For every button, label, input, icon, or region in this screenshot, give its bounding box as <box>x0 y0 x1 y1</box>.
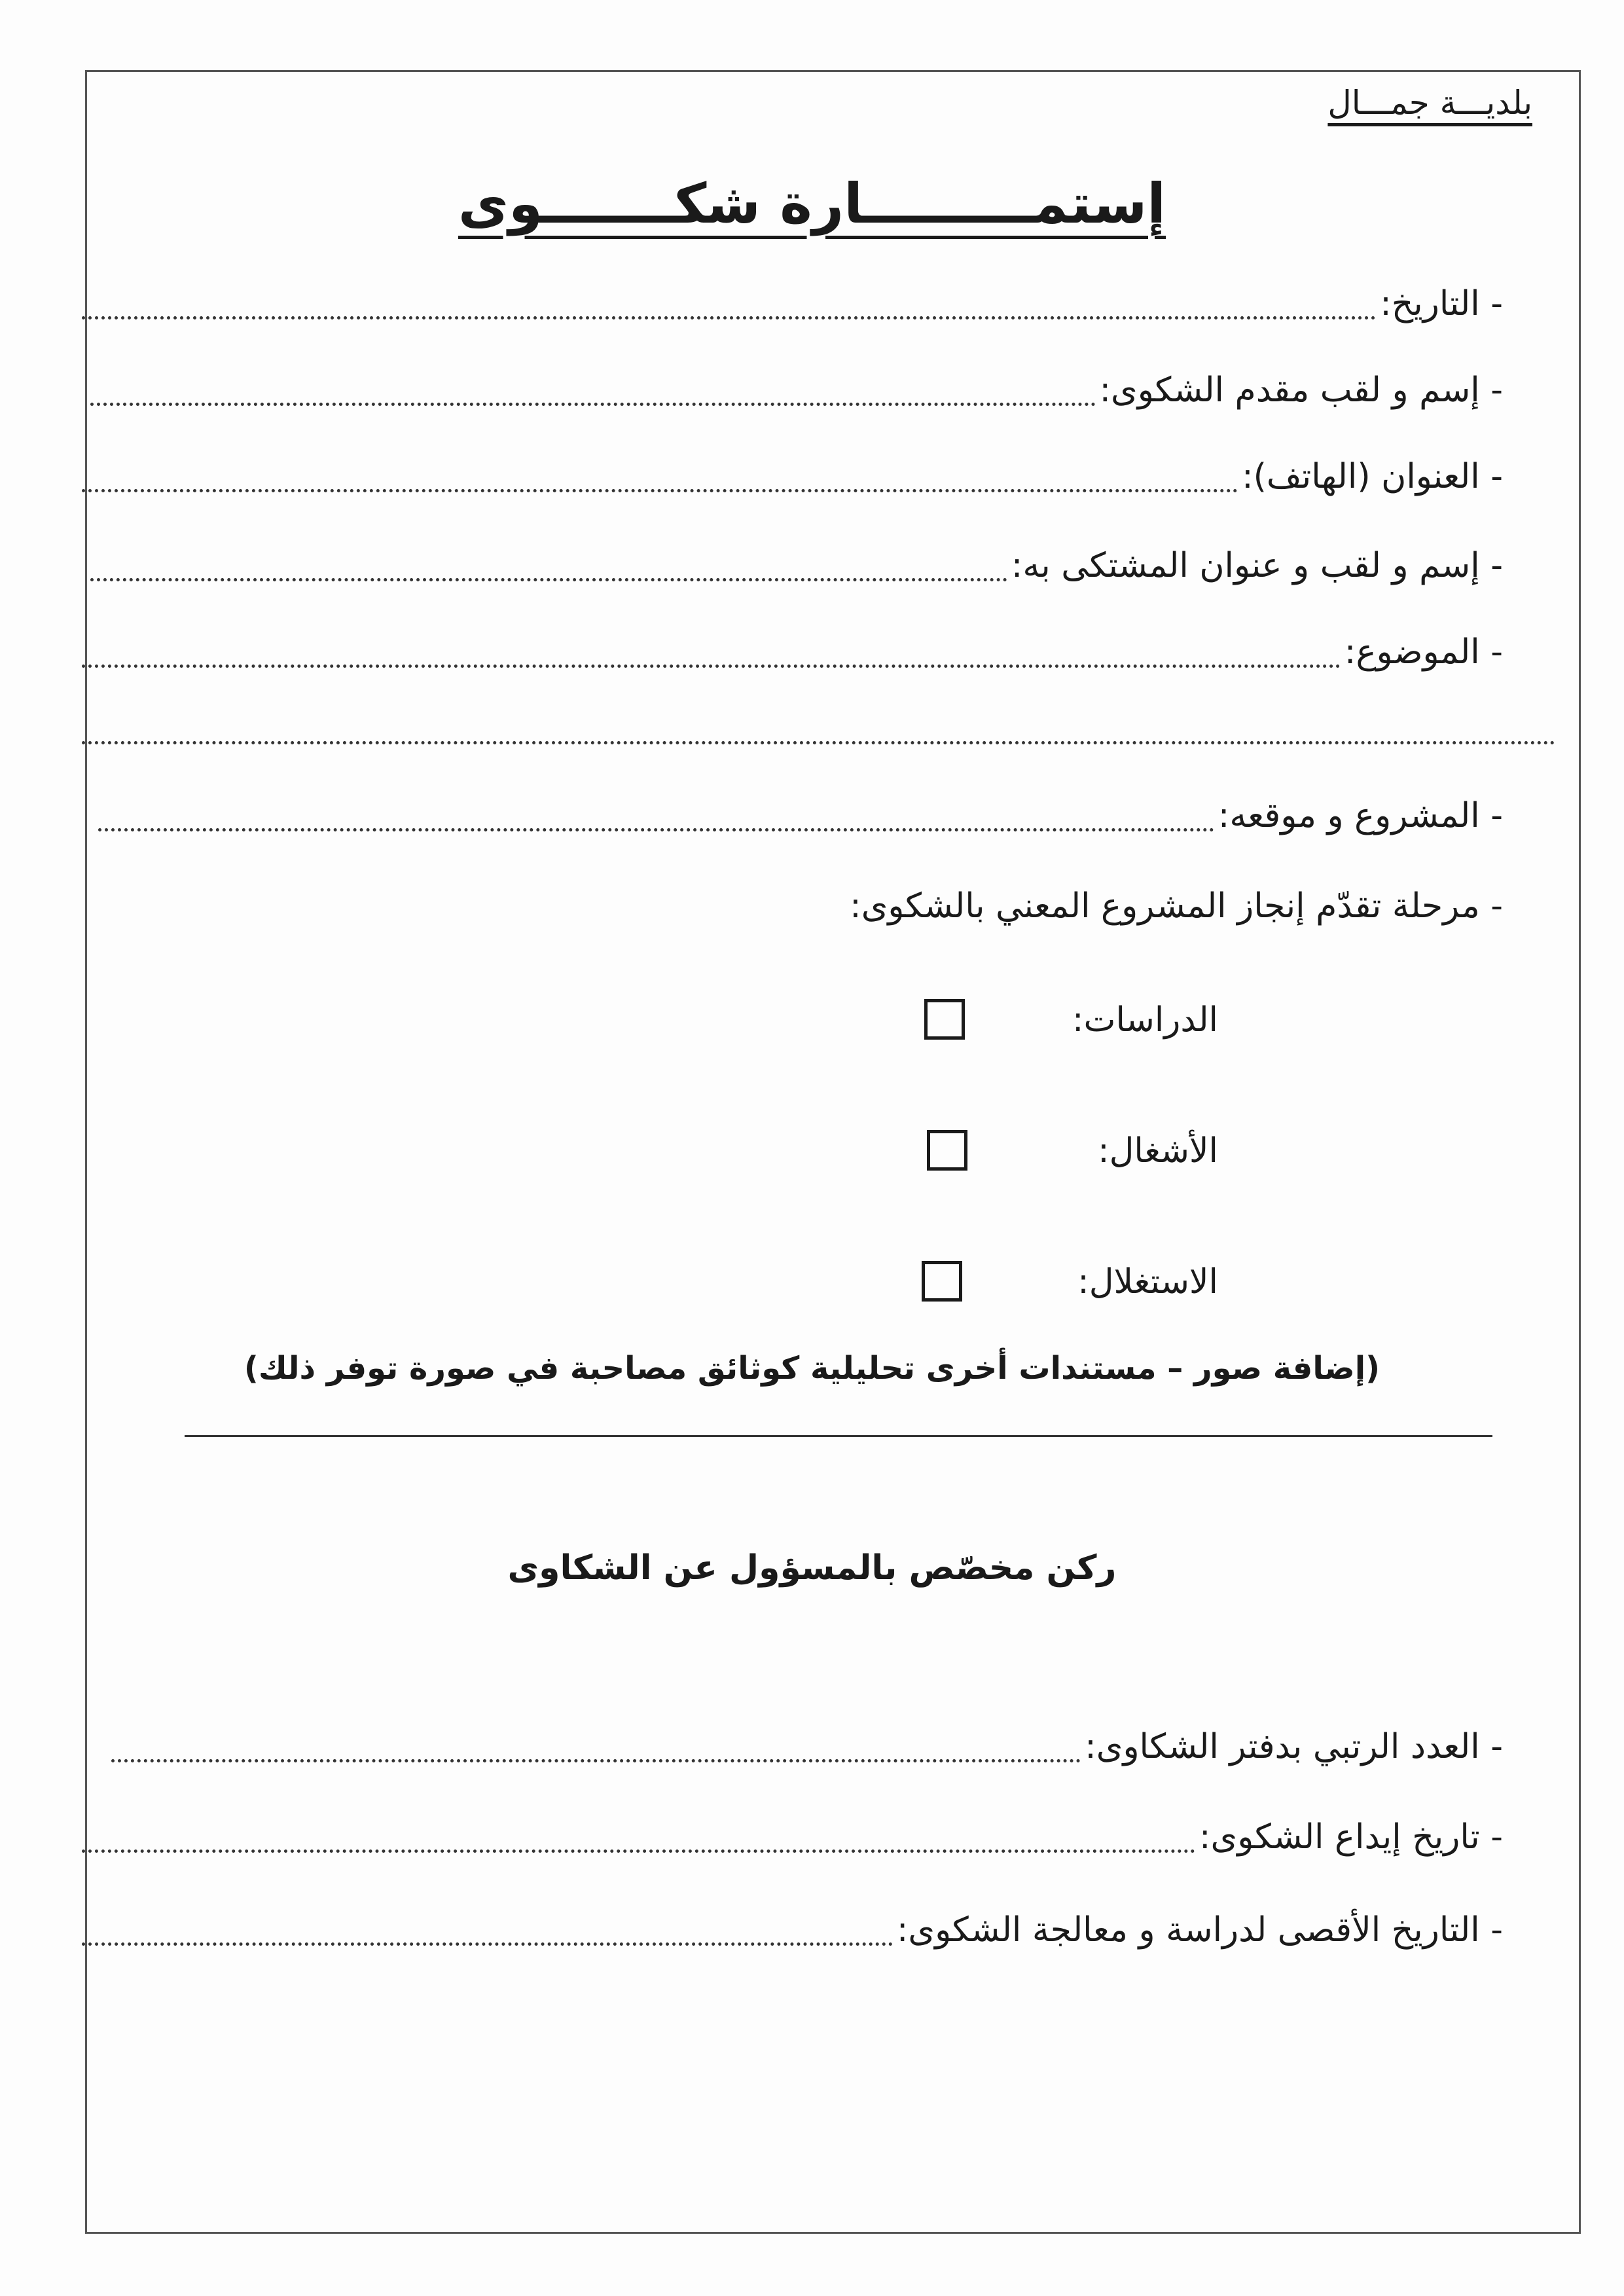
subject-field[interactable] <box>82 629 1503 676</box>
project-location-label: - المشروع و موقعه: <box>1218 796 1503 835</box>
project-location-field[interactable] <box>98 792 1503 839</box>
operation-label: الاستغلال: <box>1077 1262 1218 1302</box>
register-number-field[interactable] <box>111 1723 1503 1770</box>
filing-date-input-line[interactable] <box>82 1850 1195 1853</box>
filing-date-label: - تاريخ إيداع الشكوى: <box>1199 1817 1503 1857</box>
project-location-input-line[interactable] <box>98 828 1214 831</box>
project-stage-label: - مرحلة تقدّم إنجاز المشروع المعني بالشكوى: <box>850 886 1503 926</box>
filing-date-field[interactable] <box>82 1813 1503 1861</box>
form-title: إستمـــــــــارة شكـــــــوى <box>458 172 1166 236</box>
section-divider <box>185 1435 1492 1437</box>
official-section-title: ركن مخصّص بالمسؤول عن الشكاوى <box>507 1548 1117 1588</box>
deadline-field[interactable] <box>82 1906 1503 1954</box>
respondent-field[interactable] <box>90 542 1503 589</box>
register-number-label: - العدد الرتبي بدفتر الشكاوى: <box>1085 1727 1503 1766</box>
works-label: الأشغال: <box>1098 1131 1218 1171</box>
complainant-name-field[interactable] <box>90 367 1503 414</box>
register-number-input-line[interactable] <box>111 1759 1081 1762</box>
respondent-input-line[interactable] <box>90 578 1007 581</box>
municipality-name: بلديـــة جمـــال <box>1327 84 1532 122</box>
complainant-name-input-line[interactable] <box>90 403 1096 406</box>
stage-option-works[interactable] <box>0 1125 1624 1177</box>
operation-checkbox[interactable] <box>922 1261 962 1302</box>
subject-continuation-line[interactable] <box>82 741 1555 744</box>
subject-input-line[interactable] <box>82 665 1341 668</box>
respondent-label: - إسم و لقب و عنوان المشتكى به: <box>1011 546 1503 585</box>
address-phone-label: - العنوان (الهاتف): <box>1242 457 1503 496</box>
complainant-name-label: - إسم و لقب مقدم الشكوى: <box>1099 371 1503 410</box>
studies-label: الدراسات: <box>1072 1000 1218 1040</box>
studies-checkbox[interactable] <box>924 999 965 1040</box>
date-label: - التاريخ: <box>1380 284 1503 323</box>
stage-option-operation[interactable] <box>0 1256 1624 1308</box>
date-input-line[interactable] <box>82 316 1376 319</box>
attachments-note: (إضافة صور – مستندات أخرى تحليلية كوثائق مصاحبة في صورة توفر ذلك) <box>244 1350 1380 1387</box>
date-field[interactable] <box>82 280 1503 327</box>
stage-option-studies[interactable] <box>0 994 1624 1046</box>
deadline-input-line[interactable] <box>82 1942 893 1946</box>
address-phone-input-line[interactable] <box>82 489 1238 492</box>
address-phone-field[interactable] <box>82 453 1503 500</box>
deadline-label: - التاريخ الأقصى لدراسة و معالجة الشكوى: <box>896 1910 1503 1950</box>
works-checkbox[interactable] <box>927 1130 967 1171</box>
subject-label: - الموضوع: <box>1344 632 1503 672</box>
